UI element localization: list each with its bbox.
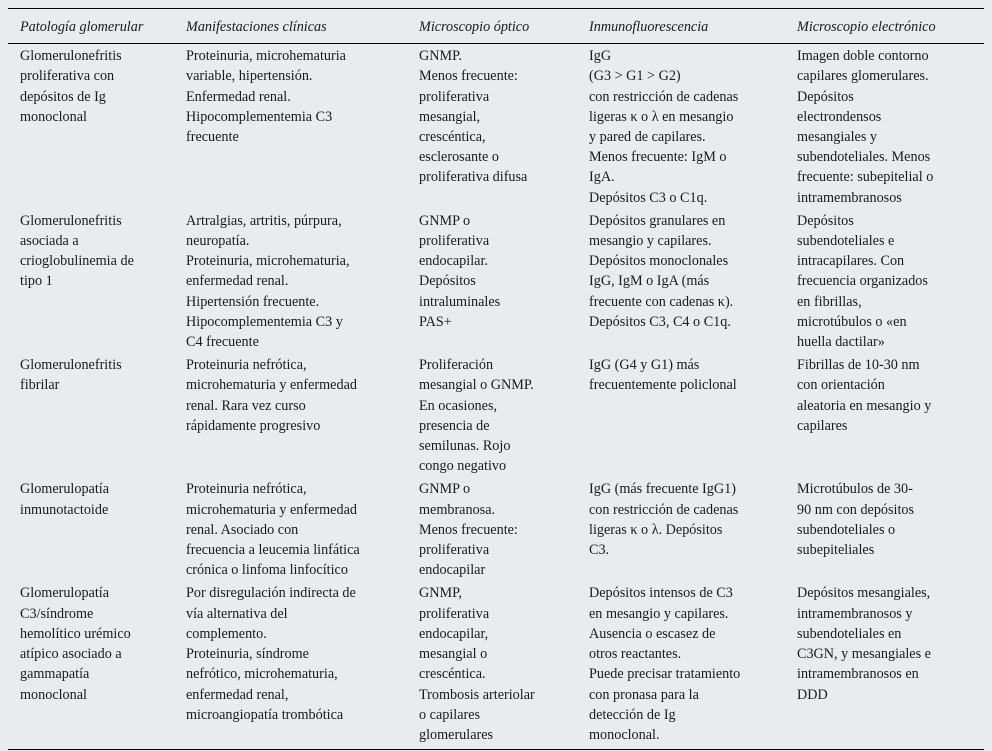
cell-line: subendoteliales o: [797, 521, 896, 538]
cell-line: vía alternativa del: [186, 605, 288, 622]
cell-line: mesangiales y: [797, 129, 877, 146]
cell-line: nefrótico, microhematuria,: [186, 666, 338, 683]
header-pathology: Patología glomerular: [8, 9, 174, 44]
cell-line: GNMP.: [419, 48, 462, 65]
cell-clinical: [174, 209, 407, 353]
cell-line: Microtúbulos de 30-: [797, 481, 913, 498]
cell-line: Proteinuria, microhematuria: [186, 48, 346, 65]
cell-line: rápidamente progresivo: [186, 417, 321, 434]
cell-line: gammapatía: [20, 666, 90, 683]
cell-line: DDD: [797, 686, 828, 703]
cell-line: Depósitos C3 o C1q.: [589, 189, 708, 206]
cell-clinical: [174, 581, 407, 749]
table-body: [8, 44, 984, 750]
cell-optical: [407, 477, 577, 581]
cell-line: intramembranosos: [797, 189, 902, 206]
cell-line: variable, hipertensión.: [186, 68, 313, 85]
cell-line: Glomerulonefritis: [20, 48, 122, 65]
cell-line: GNMP o: [419, 481, 471, 498]
glomerulopathy-table: [8, 8, 984, 750]
cell-line: con restricción de cadenas: [589, 501, 739, 518]
cell-line: inmunotactoide: [20, 501, 109, 518]
cell-line: Proteinuria nefrótica,: [186, 481, 307, 498]
cell-line: otros reactantes.: [589, 646, 682, 663]
cell-pathology: [8, 581, 174, 749]
cell-line: con restricción de cadenas: [589, 88, 739, 105]
cell-line: Menos frecuente: IgM o: [589, 149, 727, 166]
cell-clinical: [174, 44, 407, 209]
cell-line: enfermedad renal,: [186, 686, 289, 703]
cell-optical: [407, 209, 577, 353]
header-immuno: Inmunofluorescencia: [577, 9, 785, 44]
cell-electron: [785, 477, 984, 581]
cell-line: Depósitos intensos de C3: [589, 585, 733, 602]
cell-line: frecuencia organizados: [797, 273, 928, 290]
cell-line: y pared de capilares.: [589, 129, 706, 146]
cell-line: Depósitos: [419, 273, 476, 290]
cell-line: glomerulares: [419, 726, 494, 743]
cell-line: microangiopatía trombótica: [186, 706, 344, 723]
cell-line: GNMP,: [419, 585, 462, 602]
cell-line: Por disregulación indirecta de: [186, 585, 356, 602]
cell-line: intracapilares. Con: [797, 253, 905, 270]
cell-line: huella dactilar»: [797, 334, 885, 351]
cell-line: mesangio y capilares.: [589, 233, 712, 250]
cell-line: semilunas. Rojo: [419, 438, 511, 455]
cell-line: neuropatía.: [186, 233, 250, 250]
cell-pathology: [8, 44, 174, 209]
cell-line: microhematuria y enfermedad: [186, 377, 357, 394]
cell-line: C4 frecuente: [186, 334, 259, 351]
cell-immuno: [577, 353, 785, 477]
cell-line: con pronasa para la: [589, 686, 699, 703]
cell-line: renal. Rara vez curso: [186, 397, 306, 414]
cell-line: mesangial,: [419, 108, 481, 125]
cell-electron: [785, 581, 984, 749]
cell-line: endocapilar,: [419, 625, 489, 642]
cell-line: frecuente: subepitelial o: [797, 169, 934, 186]
cell-line: asociada a: [20, 233, 79, 250]
cell-line: subendoteliales e: [797, 233, 895, 250]
cell-line: depósitos de Ig: [20, 88, 106, 105]
cell-line: tipo 1: [20, 273, 53, 290]
cell-line: intraluminales: [419, 293, 501, 310]
cell-line: frecuente: [186, 129, 239, 146]
cell-electron: [785, 44, 984, 209]
cell-line: Depósitos: [797, 88, 854, 105]
cell-line: monoclonal: [20, 108, 87, 125]
cell-line: intramembranosos y: [797, 605, 913, 622]
cell-line: Artralgias, artritis, púrpura,: [186, 212, 342, 229]
cell-line: Puede precisar tratamiento: [589, 666, 741, 683]
cell-line: Proteinuria, microhematuria,: [186, 253, 350, 270]
cell-line: membranosa.: [419, 501, 496, 518]
cell-line: 90 nm con depósitos: [797, 501, 915, 518]
cell-line: con orientación: [797, 377, 885, 394]
cell-line: microtúbulos o «en: [797, 313, 907, 330]
cell-line: C3/síndrome: [20, 605, 94, 622]
cell-line: o capilares: [419, 706, 481, 723]
cell-line: Glomerulonefritis: [20, 357, 122, 374]
cell-line: atípico asociado a: [20, 646, 122, 663]
cell-line: crónica o linfoma linfocítico: [186, 562, 348, 579]
cell-line: proliferativa: [419, 233, 490, 250]
cell-line: Depósitos: [797, 212, 854, 229]
cell-line: mesangial o: [419, 646, 488, 663]
cell-line: Depósitos C3, C4 o C1q.: [589, 313, 731, 330]
cell-line: congo negativo: [419, 458, 507, 475]
cell-electron: [785, 209, 984, 353]
cell-line: capilares: [797, 417, 848, 434]
cell-line: Menos frecuente:: [419, 68, 518, 85]
cell-line: intramembranosos en: [797, 666, 919, 683]
table-row: [8, 477, 984, 581]
cell-pathology: [8, 353, 174, 477]
header-optical: Microscopio óptico: [407, 9, 577, 44]
cell-line: C3.: [589, 542, 610, 559]
cell-line: IgG (G4 y G1) más: [589, 357, 700, 374]
cell-line: proliferativa difusa: [419, 169, 528, 186]
cell-line: Proteinuria nefrótica,: [186, 357, 307, 374]
cell-line: proliferativa con: [20, 68, 115, 85]
table-row: [8, 353, 984, 477]
cell-line: hemolítico urémico: [20, 625, 131, 642]
cell-line: proliferativa: [419, 605, 490, 622]
cell-line: frecuentemente policlonal: [589, 377, 737, 394]
cell-line: crescéntica,: [419, 129, 486, 146]
cell-optical: [407, 581, 577, 749]
cell-line: Proteinuria, síndrome: [186, 646, 309, 663]
cell-line: microhematuria y enfermedad: [186, 501, 357, 518]
cell-line: Glomerulonefritis: [20, 212, 122, 229]
cell-line: Hipocomplementemia C3: [186, 108, 333, 125]
cell-line: En ocasiones,: [419, 397, 498, 414]
cell-line: ligeras κ o λ en mesangio: [589, 108, 734, 125]
cell-pathology: [8, 209, 174, 353]
cell-line: IgG, IgM o IgA (más: [589, 273, 710, 290]
cell-line: electrondensos: [797, 108, 882, 125]
cell-line: Proliferación: [419, 357, 494, 374]
table-row: [8, 581, 984, 749]
cell-line: crescéntica.: [419, 666, 486, 683]
cell-optical: [407, 44, 577, 209]
cell-line: proliferativa: [419, 542, 490, 559]
cell-line: Ausencia o escasez de: [589, 625, 716, 642]
cell-line: IgA.: [589, 169, 615, 186]
header-electron: Microscopio electrónico: [785, 9, 984, 44]
cell-line: C3GN, y mesangiales e: [797, 646, 931, 663]
cell-line: en mesangio y capilares.: [589, 605, 729, 622]
cell-line: Hipertensión frecuente.: [186, 293, 320, 310]
cell-line: IgG: [589, 48, 612, 65]
cell-line: Glomerulopatía: [20, 481, 110, 498]
cell-line: Trombosis arteriolar: [419, 686, 535, 703]
cell-line: Imagen doble contorno: [797, 48, 929, 65]
cell-immuno: [577, 209, 785, 353]
cell-line: Depósitos monoclonales: [589, 253, 729, 270]
cell-line: crioglobulinemia de: [20, 253, 134, 270]
cell-immuno: [577, 44, 785, 209]
cell-line: GNMP o: [419, 212, 471, 229]
cell-electron: [785, 353, 984, 477]
cell-line: endocapilar: [419, 562, 486, 579]
cell-line: monoclonal: [20, 686, 87, 703]
cell-line: enfermedad renal.: [186, 273, 289, 290]
cell-line: presencia de: [419, 417, 490, 434]
cell-line: proliferativa: [419, 88, 490, 105]
header-clinical: Manifestaciones clínicas: [174, 9, 407, 44]
table-row: [8, 209, 984, 353]
cell-line: mesangial o GNMP.: [419, 377, 534, 394]
cell-pathology: [8, 477, 174, 581]
cell-line: subendoteliales en: [797, 625, 902, 642]
cell-line: ligeras κ o λ. Depósitos: [589, 521, 723, 538]
cell-line: frecuencia a leucemia linfática: [186, 542, 360, 559]
cell-line: monoclonal.: [589, 726, 660, 743]
cell-line: fibrilar: [20, 377, 60, 394]
cell-line: en fibrillas,: [797, 293, 862, 310]
cell-line: IgG (más frecuente IgG1): [589, 481, 736, 498]
cell-immuno: [577, 477, 785, 581]
cell-line: capilares glomerulares.: [797, 68, 929, 85]
cell-line: Depósitos granulares en: [589, 212, 726, 229]
cell-line: Enfermedad renal.: [186, 88, 291, 105]
cell-line: (G3 > G1 > G2): [589, 68, 681, 85]
cell-line: Fibrillas de 10-30 nm: [797, 357, 920, 374]
header-row: [8, 9, 984, 44]
table-row: [8, 44, 984, 209]
cell-line: subepiteliales: [797, 542, 875, 559]
cell-line: frecuente con cadenas κ).: [589, 293, 734, 310]
cell-line: Glomerulopatía: [20, 585, 110, 602]
cell-line: Depósitos mesangiales,: [797, 585, 931, 602]
clinical-table-container: [8, 8, 984, 750]
cell-line: PAS+: [419, 313, 452, 330]
cell-clinical: [174, 477, 407, 581]
cell-line: renal. Asociado con: [186, 521, 299, 538]
cell-line: endocapilar.: [419, 253, 488, 270]
cell-optical: [407, 353, 577, 477]
cell-line: Menos frecuente:: [419, 521, 518, 538]
cell-line: aleatoria en mesangio y: [797, 397, 932, 414]
cell-line: esclerosante o: [419, 149, 499, 166]
cell-line: complemento.: [186, 625, 267, 642]
cell-line: subendoteliales. Menos: [797, 149, 931, 166]
cell-clinical: [174, 353, 407, 477]
cell-immuno: [577, 581, 785, 749]
cell-line: detección de Ig: [589, 706, 676, 723]
cell-line: Hipocomplementemia C3 y: [186, 313, 343, 330]
